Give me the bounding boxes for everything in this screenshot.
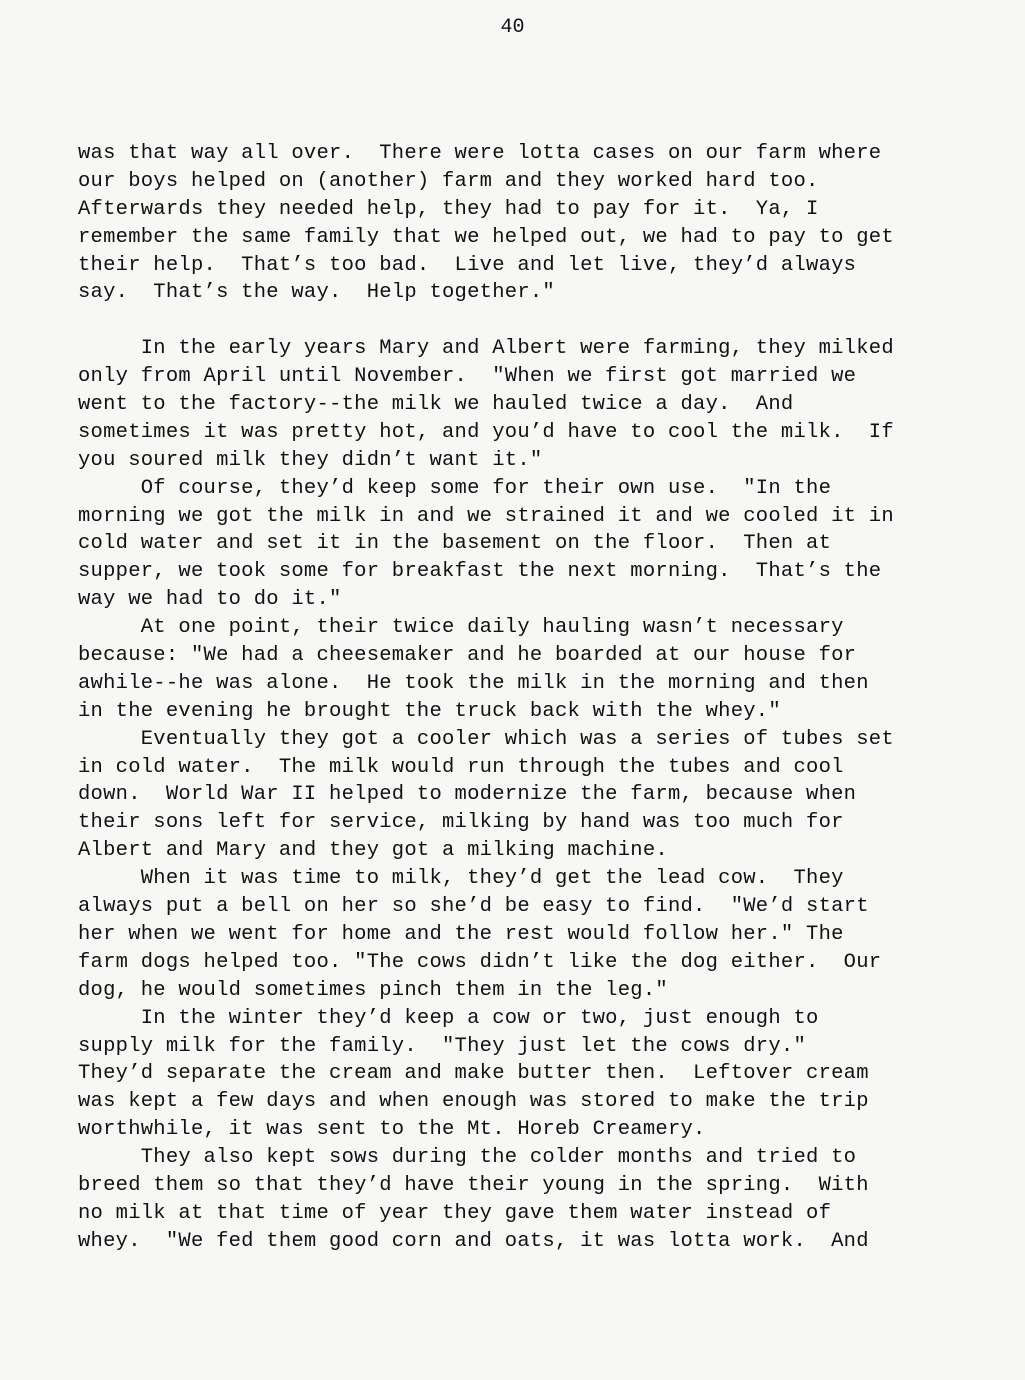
text-line: farm dogs helped too. "The cows didn’t like the dog either. Our bbox=[78, 950, 882, 974]
text-line: whey. "We fed them good corn and oats, it was lotta work. And bbox=[78, 1229, 869, 1253]
text-line: was that way all over. There were lotta cases on our farm where bbox=[78, 142, 882, 165]
text-line: always put a bell on her so she’d be easy to find. "We’d start bbox=[78, 895, 869, 919]
text-line: At one point, their twice daily hauling wasn’t necessary bbox=[78, 616, 844, 640]
text-line: was kept a few days and when enough was stored to make the trip bbox=[78, 1090, 869, 1114]
text-line: breed them so that they’d have their young in the spring. With bbox=[78, 1173, 869, 1197]
text-line: way we had to do it." bbox=[78, 588, 342, 612]
text-line: They also kept sows during the colder months and tried to bbox=[78, 1146, 857, 1170]
text-line: morning we got the milk in and we strained it and we cooled it in bbox=[78, 504, 894, 528]
text-line: awhile--he was alone. He took the milk in the morning and then bbox=[78, 671, 869, 695]
page-number: 40 bbox=[500, 16, 525, 39]
text-line: her when we went for home and the rest would follow her." The bbox=[78, 922, 844, 946]
text-line: down. World War II helped to modernize the farm, because when bbox=[78, 783, 857, 807]
text-line: remember the same family that we helped out, we had to pay to get bbox=[78, 225, 894, 249]
text-line: sometimes it was pretty hot, and you’d have to cool the milk. If bbox=[78, 420, 894, 444]
blank-line bbox=[78, 307, 958, 335]
text-line: Albert and Mary and they got a milking machine. bbox=[78, 839, 668, 863]
page-body bbox=[78, 140, 958, 1256]
text-line: Of course, they’d keep some for their own use. "In the bbox=[78, 476, 832, 500]
text-line: in the evening he brought the truck back with the whey." bbox=[78, 699, 781, 723]
text-line: only from April until November. "When we first got married we bbox=[78, 365, 857, 389]
text-line: worthwhile, it was sent to the Mt. Horeb Creamery. bbox=[78, 1118, 706, 1142]
text-line: their sons left for service, milking by hand was too much for bbox=[78, 811, 844, 835]
text-line: say. That’s the way. Help together." bbox=[78, 281, 555, 305]
text-line: because: "We had a cheesemaker and he boarded at our house for bbox=[78, 644, 857, 668]
text-line: Afterwards they needed help, they had to pay for it. Ya, I bbox=[78, 197, 819, 221]
text-line: supply milk for the family. "They just let the cows dry." bbox=[78, 1034, 807, 1058]
text-line: in cold water. The milk would run through the tubes and cool bbox=[78, 755, 844, 779]
text-line: Eventually they got a cooler which was a series of tubes set bbox=[78, 727, 894, 751]
text-line: In the winter they’d keep a cow or two, just enough to bbox=[78, 1006, 819, 1030]
text-line: cold water and set it in the basement on the floor. Then at bbox=[78, 532, 832, 556]
text-line: you soured milk they didn’t want it." bbox=[78, 448, 543, 472]
text-line: their help. That’s too bad. Live and let live, they’d always bbox=[78, 253, 857, 277]
text-line: no milk at that time of year they gave them water instead of bbox=[78, 1201, 832, 1225]
text-line: went to the factory--the milk we hauled twice a day. And bbox=[78, 393, 794, 417]
text-line: When it was time to milk, they’d get the lead cow. They bbox=[78, 867, 844, 891]
text-line: dog, he would sometimes pinch them in the leg." bbox=[78, 978, 668, 1002]
text-line: supper, we took some for breakfast the next morning. That’s the bbox=[78, 560, 882, 584]
text-line: In the early years Mary and Albert were farming, they milked bbox=[78, 337, 894, 361]
text-line: They’d separate the cream and make butter then. Leftover cream bbox=[78, 1062, 869, 1086]
text-line: our boys helped on (another) farm and they worked hard too. bbox=[78, 169, 819, 193]
